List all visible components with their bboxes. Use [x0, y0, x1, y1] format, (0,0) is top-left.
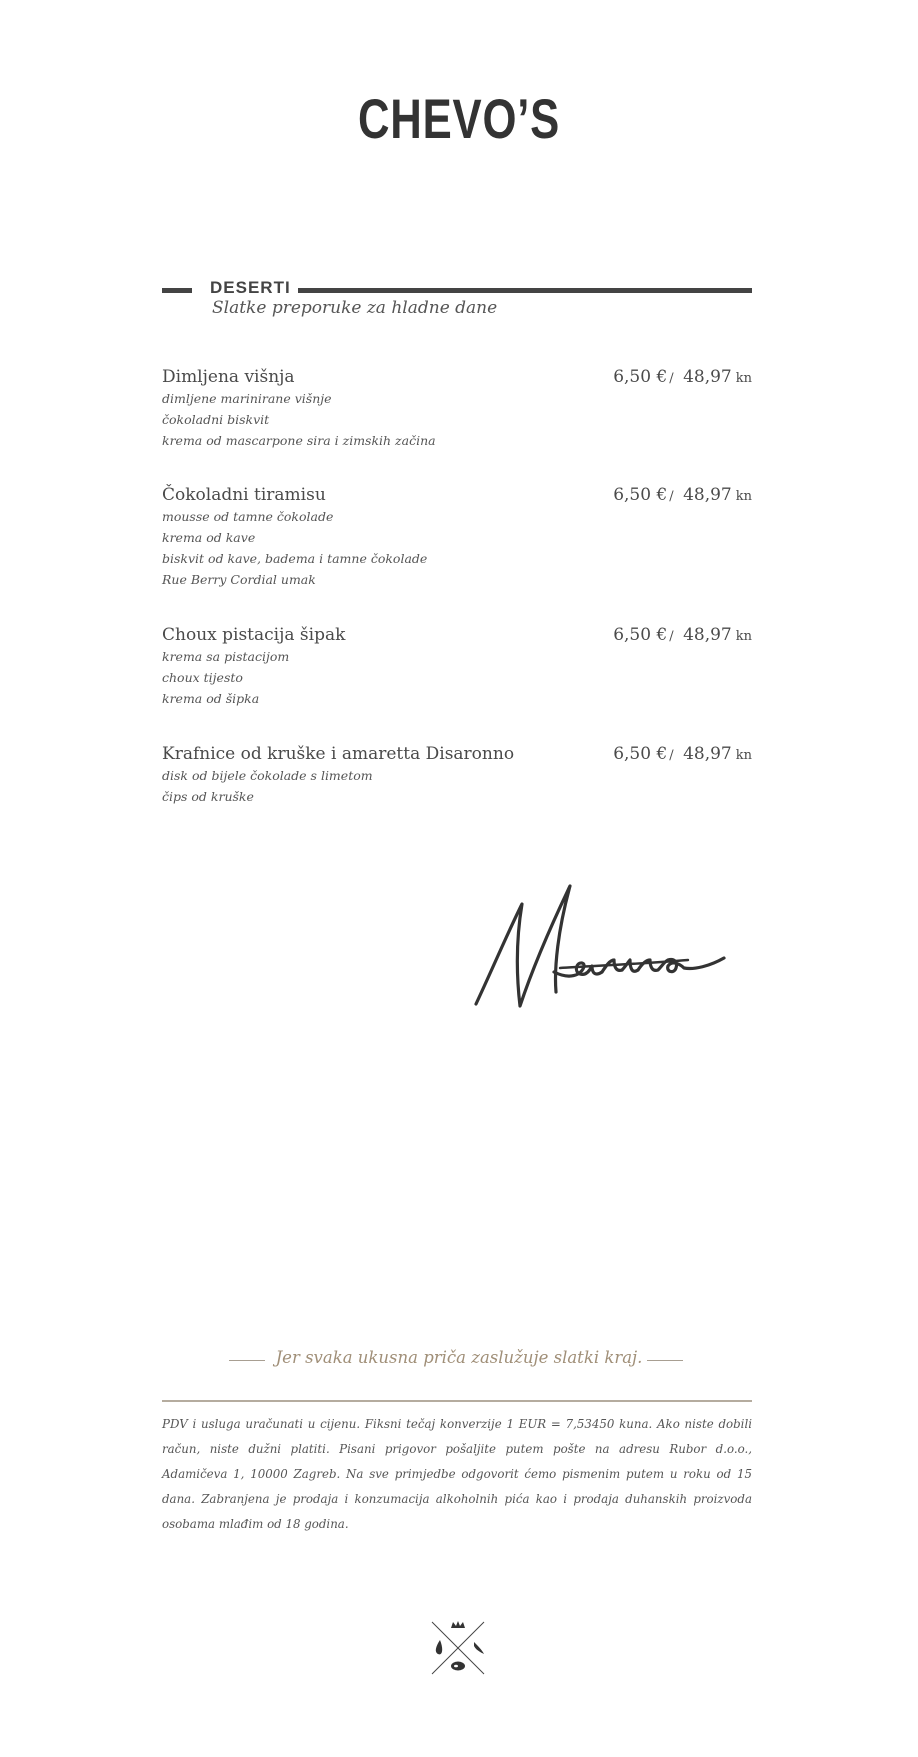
price-separator: / — [669, 371, 674, 386]
price-kn: 48,97 — [683, 485, 732, 505]
menu-item-description-line: krema od šipka — [162, 691, 260, 706]
brand-logo: CHEVO’S — [357, 87, 561, 150]
tagline: Jer svaka ukusna priča zaslužuje slatki kraj. — [275, 1348, 643, 1367]
menu-item-description-line: čokoladni biskvit — [162, 412, 270, 427]
price-eur: 6,50 € — [613, 744, 668, 764]
section-rule-left — [162, 288, 192, 293]
price-separator: / — [669, 748, 674, 763]
menu-item-name: Čokoladni tiramisu — [162, 485, 326, 505]
footer-divider — [162, 1400, 752, 1402]
menu-item — [162, 366, 752, 451]
signature-icon — [470, 880, 730, 1020]
price-unit: kn — [735, 489, 752, 504]
menu-item — [162, 743, 752, 807]
menu-item-description-line: krema sa pistacijom — [162, 649, 290, 664]
menu-item-name: Krafnice od kruške i amaretta Disaronno — [162, 744, 515, 764]
menu-item — [162, 624, 752, 709]
menu-item-description-line: choux tijesto — [162, 670, 243, 685]
price-eur: 6,50 € — [613, 485, 668, 505]
menu-item-description-line: krema od mascarpone sira i zimskih začina — [162, 433, 436, 448]
price-separator: / — [669, 489, 674, 504]
menu-item-price — [613, 484, 752, 508]
menu-item — [162, 484, 752, 590]
section-title: DESERTI — [210, 278, 291, 297]
menu-item-description-line: Rue Berry Cordial umak — [162, 572, 316, 587]
price-eur: 6,50 € — [613, 625, 668, 645]
menu-item-price — [613, 366, 752, 390]
price-unit: kn — [735, 629, 752, 644]
menu-item-description-line: disk od bijele čokolade s limetom — [162, 768, 373, 783]
price-kn: 48,97 — [683, 744, 732, 764]
tagline-row — [0, 1348, 918, 1372]
price-eur: 6,50 € — [613, 367, 668, 387]
menu-item-description-line: biskvit od kave, badema i tamne čokolade — [162, 551, 428, 566]
price-unit: kn — [735, 748, 752, 763]
section-subtitle: Slatke preporuke za hladne dane — [212, 298, 498, 318]
price-kn: 48,97 — [683, 625, 732, 645]
menu-item-name: Choux pistacija šipak — [162, 625, 346, 645]
section-rule-right — [298, 288, 752, 293]
tagline-rule-right — [647, 1360, 683, 1361]
menu-item-price — [613, 743, 752, 767]
footer-note: PDV i usluga uračunati u cijenu. Fiksni tečaj konverzije 1 EUR = 7,53450 kuna. Ako niste dobili račun, niste dužni platiti. Pisani prigovor pošaljite putem pošte na adresu Rubor d.o.o., Adamičeva 1, 10000 Zagreb. Na sve primjedbe odgovorit ćemo pismenim putem u roku od 15 dana. Zabranjena je prodaja i konzumacija alkoholnih pića kao i prodaja duhanskih proizvoda osobama mlađim od 18 godina. — [162, 1417, 752, 1531]
menu-item-price — [613, 624, 752, 648]
price-separator: / — [669, 629, 674, 644]
menu-item-description-line: krema od kave — [162, 530, 256, 545]
menu-item-name: Dimljena višnja — [162, 367, 295, 387]
price-unit: kn — [735, 371, 752, 386]
menu-item-description-line: mousse od tamne čokolade — [162, 509, 334, 524]
price-kn: 48,97 — [683, 367, 732, 387]
menu-item-description-line: čips od kruške — [162, 789, 254, 804]
menu-item-description-line: dimljene marinirane višnje — [162, 391, 332, 406]
crossed-emblem-icon — [428, 1618, 488, 1678]
